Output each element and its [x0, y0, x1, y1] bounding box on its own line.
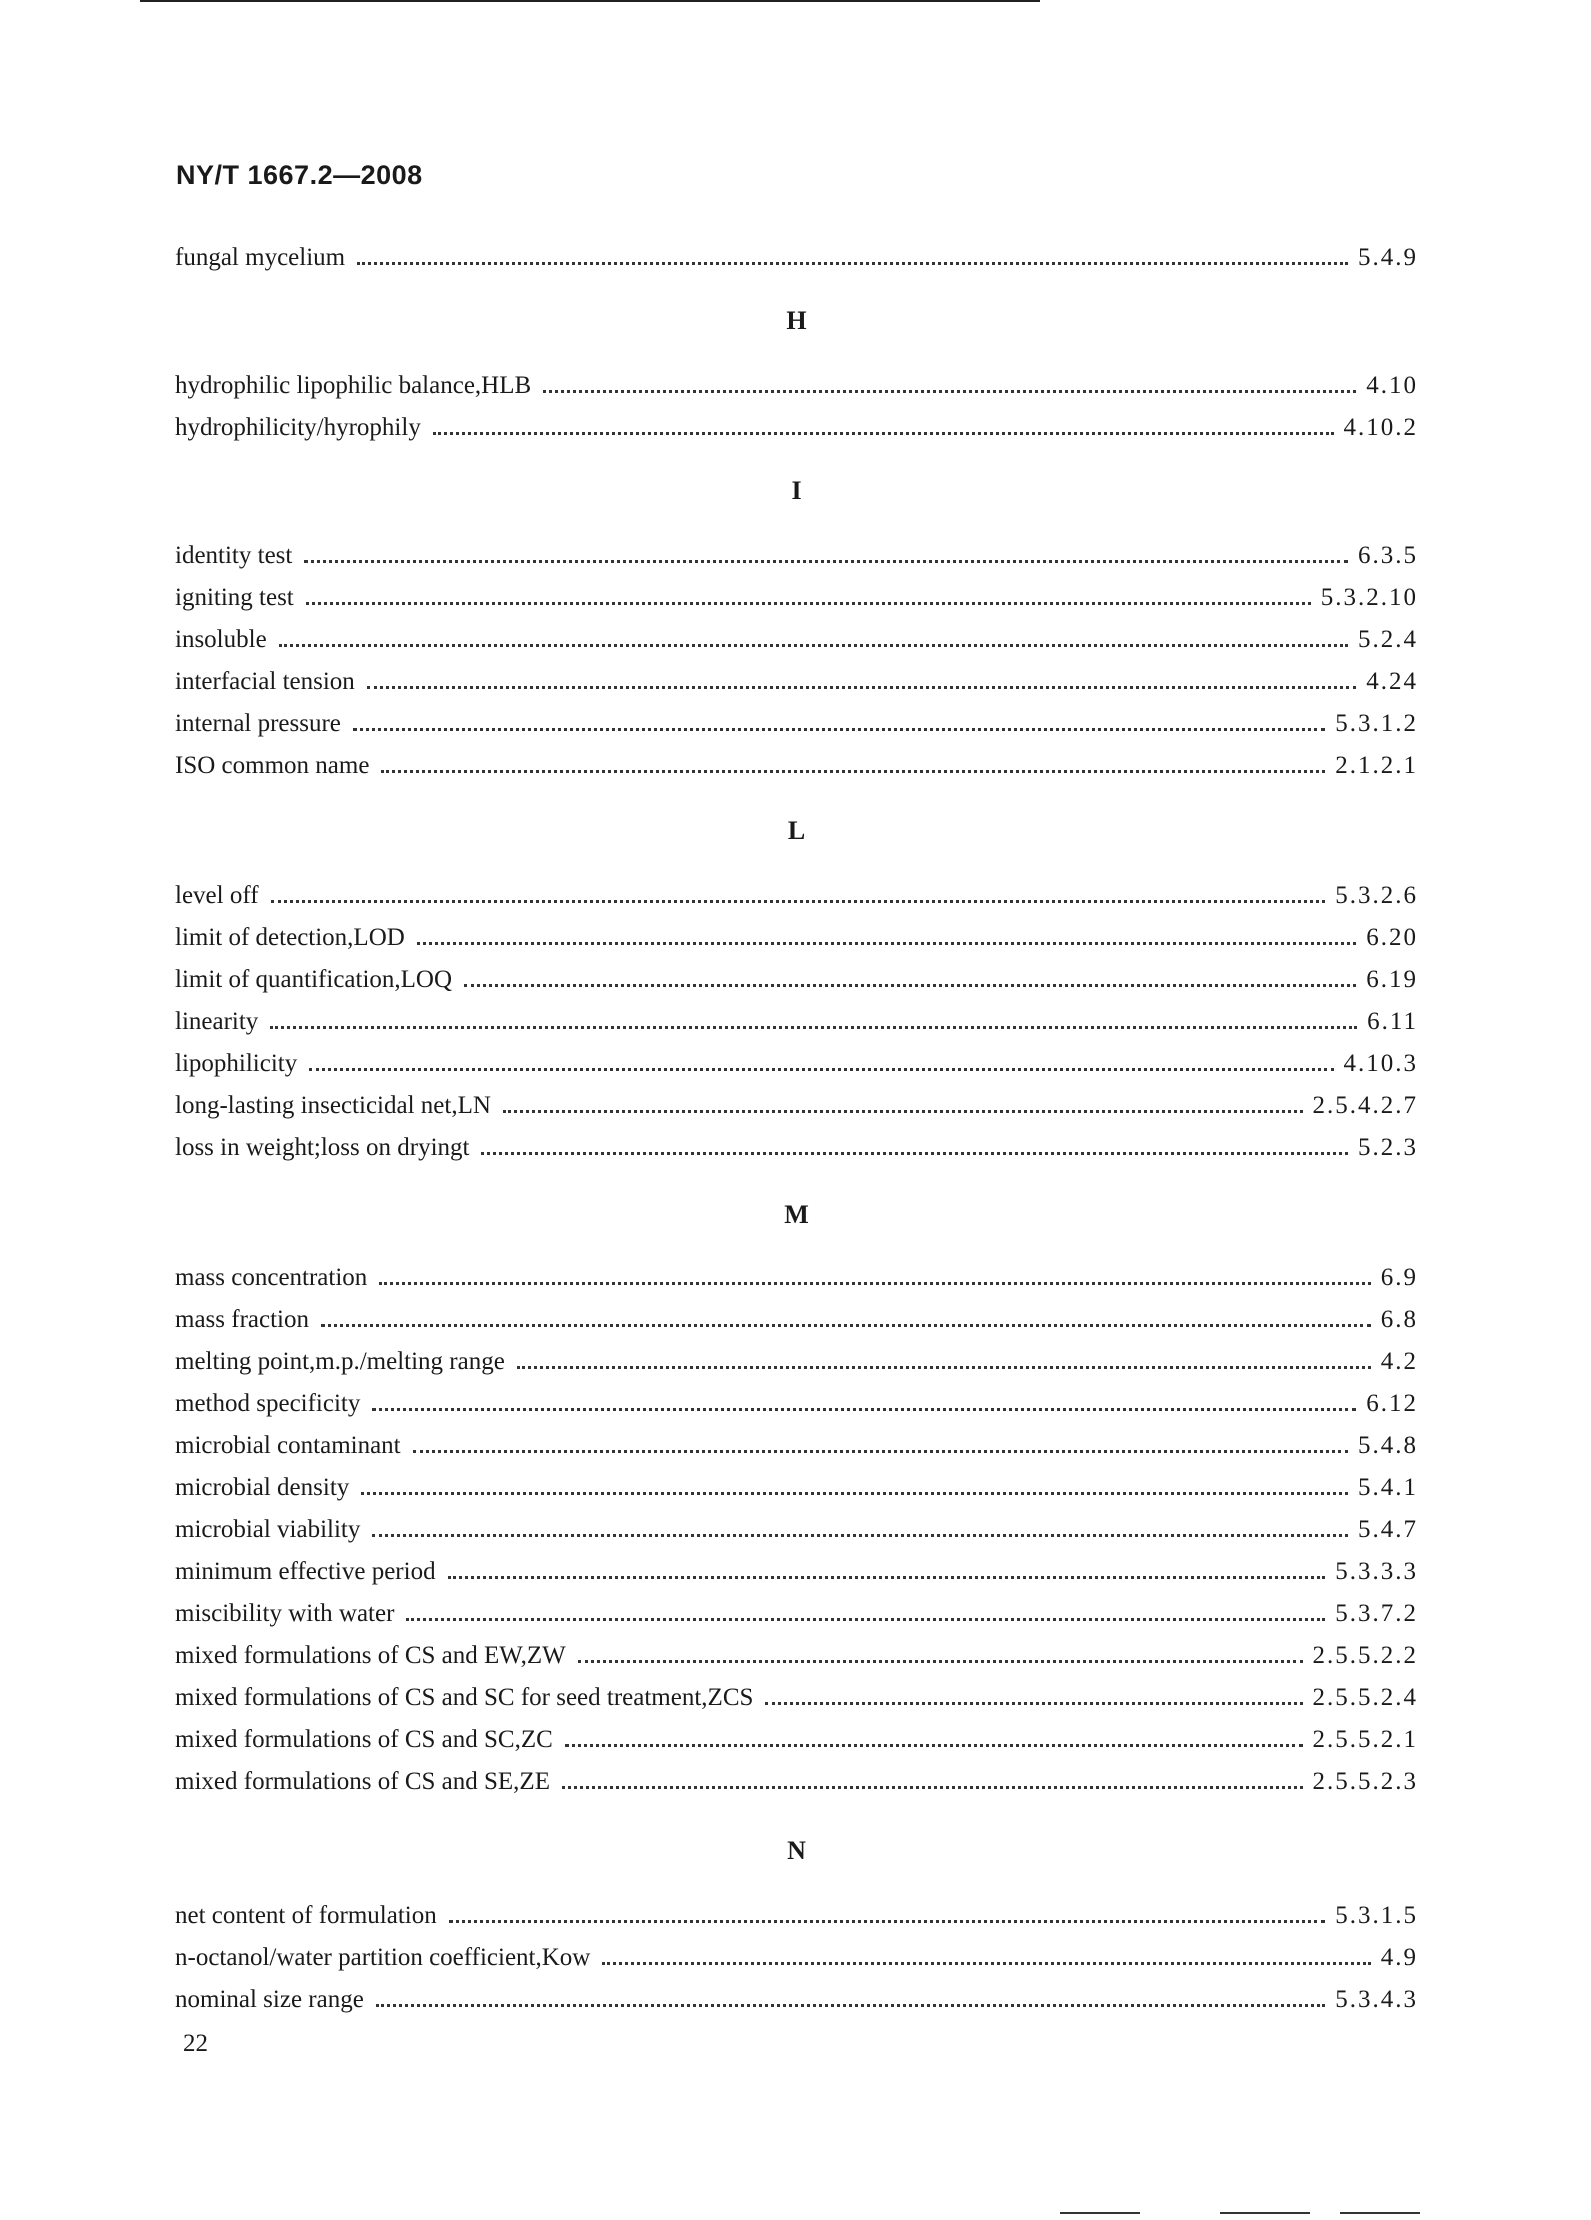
index-entry [175, 1514, 1418, 1546]
index-entry [175, 1942, 1418, 1974]
index-entry [175, 540, 1418, 572]
index-reference: 5.3.2.6 [1335, 882, 1418, 909]
top-edge-rule [140, 0, 1040, 2]
index-term: n-octanol/water partition coefficient,Kow [175, 1944, 591, 1971]
index-entry [175, 964, 1418, 996]
dot-leader [381, 770, 1325, 773]
index-entry [175, 1640, 1418, 1672]
section-letter-i: I [791, 476, 802, 505]
index-reference: 4.10.2 [1343, 414, 1418, 441]
index-entry [175, 412, 1418, 444]
index-term: mixed formulations of CS and SC for seed treatment,ZCS [175, 1684, 754, 1711]
index-reference: 2.5.4.2.7 [1312, 1092, 1418, 1119]
dot-leader [271, 900, 1326, 903]
index-term: minimum effective period [175, 1558, 436, 1585]
index-term: limit of quantification,LOQ [175, 966, 453, 993]
index-term: mixed formulations of CS and SC,ZC [175, 1726, 553, 1753]
index-reference: 4.2 [1380, 1348, 1418, 1375]
dot-leader [304, 560, 1348, 563]
index-entry [175, 750, 1418, 782]
index-term: ISO common name [175, 752, 370, 779]
index-entry [175, 582, 1418, 614]
index-entry [175, 1472, 1418, 1504]
index-reference: 4.9 [1380, 1944, 1418, 1971]
index-entry [175, 1388, 1418, 1420]
section-letter-n: N [787, 1836, 806, 1865]
dot-leader [602, 1962, 1370, 1965]
index-term: hydrophilicity/hyrophily [175, 414, 421, 441]
dot-leader [361, 1492, 1348, 1495]
dot-leader [321, 1324, 1371, 1327]
index-term: mixed formulations of CS and SE,ZE [175, 1768, 550, 1795]
index-reference: 5.4.9 [1358, 244, 1418, 271]
dot-leader [279, 644, 1348, 647]
index-reference: 5.4.1 [1358, 1474, 1418, 1501]
dot-leader [481, 1152, 1348, 1155]
index-reference: 6.11 [1367, 1008, 1418, 1035]
index-entry [175, 708, 1418, 740]
index-term: long-lasting insecticidal net,LN [175, 1092, 491, 1119]
dot-leader [353, 728, 1325, 731]
index-reference: 5.4.8 [1358, 1432, 1418, 1459]
index-entry [175, 880, 1418, 912]
index-term: microbial viability [175, 1516, 361, 1543]
index-reference: 2.5.5.2.2 [1312, 1642, 1418, 1669]
dot-leader [376, 2004, 1325, 2007]
dot-leader [372, 1408, 1356, 1411]
index-reference: 5.4.7 [1358, 1516, 1418, 1543]
index-term: net content of formulation [175, 1902, 437, 1929]
dot-leader [309, 1068, 1333, 1071]
dot-leader [578, 1660, 1303, 1663]
index-reference: 2.5.5.2.1 [1312, 1726, 1418, 1753]
index-entry [175, 666, 1418, 698]
index-reference: 4.10 [1366, 372, 1418, 399]
section-letter-l: L [787, 816, 806, 845]
index-term: linearity [175, 1008, 259, 1035]
index-reference: 5.3.3.3 [1335, 1558, 1418, 1585]
dot-leader [565, 1744, 1303, 1747]
index-term: identity test [175, 542, 293, 569]
index-entry [175, 1090, 1418, 1122]
dot-leader [517, 1366, 1371, 1369]
index-term: fungal mycelium [175, 244, 346, 271]
index-reference: 6.12 [1366, 1390, 1418, 1417]
index-reference: 4.10.3 [1343, 1050, 1418, 1077]
dot-leader [379, 1282, 1370, 1285]
index-entry [175, 1598, 1418, 1630]
index-reference: 6.9 [1380, 1264, 1418, 1291]
dot-leader [357, 262, 1348, 265]
index-term: loss in weight;loss on dryingt [175, 1134, 470, 1161]
bottom-edge-rule [1340, 2212, 1420, 2214]
index-entry [175, 1048, 1418, 1080]
dot-leader [448, 1576, 1326, 1579]
dot-leader [464, 984, 1356, 987]
section-letter-m: M [784, 1200, 809, 1229]
index-reference: 4.24 [1366, 668, 1418, 695]
index-term: melting point,m.p./melting range [175, 1348, 505, 1375]
index-reference: 2.5.5.2.3 [1312, 1768, 1418, 1795]
index-reference: 5.2.4 [1358, 626, 1418, 653]
index-reference: 6.19 [1366, 966, 1418, 993]
index-entry [175, 1346, 1418, 1378]
index-term: insoluble [175, 626, 267, 653]
dot-leader [367, 686, 1356, 689]
index-term: limit of detection,LOD [175, 924, 405, 951]
index-term: method specificity [175, 1390, 361, 1417]
index-term: internal pressure [175, 710, 341, 737]
index-term: mixed formulations of CS and EW,ZW [175, 1642, 566, 1669]
index-term: nominal size range [175, 1986, 364, 2013]
page-number: 22 [183, 2030, 208, 2057]
index-reference: 2.1.2.1 [1335, 752, 1418, 779]
index-entry [175, 1766, 1418, 1798]
index-entry [175, 1682, 1418, 1714]
index-entry [175, 1430, 1418, 1462]
dot-leader [543, 390, 1356, 393]
index-entry [175, 370, 1418, 402]
index-term: lipophilicity [175, 1050, 298, 1077]
section-letter-h: H [786, 306, 807, 335]
index-entry [175, 624, 1418, 656]
dot-leader [406, 1618, 1325, 1621]
index-term: microbial density [175, 1474, 350, 1501]
index-term: microbial contaminant [175, 1432, 401, 1459]
bottom-edge-rule [1220, 2212, 1310, 2214]
dot-leader [449, 1920, 1326, 1923]
index-entry [175, 242, 1418, 274]
index-term: igniting test [175, 584, 294, 611]
index-reference: 5.2.3 [1358, 1134, 1418, 1161]
index-entry [175, 1556, 1418, 1588]
dot-leader [306, 602, 1311, 605]
index-reference: 5.3.1.2 [1335, 710, 1418, 737]
index-reference: 5.3.4.3 [1335, 1986, 1418, 2013]
index-entry [175, 1006, 1418, 1038]
index-reference: 5.3.1.5 [1335, 1902, 1418, 1929]
document-code: NY/T 1667.2—2008 [176, 160, 423, 190]
index-term: mass fraction [175, 1306, 309, 1333]
dot-leader [270, 1026, 1357, 1029]
index-term: mass concentration [175, 1264, 368, 1291]
dot-leader [503, 1110, 1303, 1113]
bottom-edge-rule [1060, 2212, 1140, 2214]
index-entry [175, 1724, 1418, 1756]
index-reference: 5.3.7.2 [1335, 1600, 1418, 1627]
index-reference: 5.3.2.10 [1320, 584, 1418, 611]
dot-leader [433, 432, 1334, 435]
index-entry [175, 1262, 1418, 1294]
index-term: hydrophilic lipophilic balance,HLB [175, 372, 532, 399]
index-entry [175, 1132, 1418, 1164]
index-entry [175, 1984, 1418, 2016]
index-reference: 6.8 [1380, 1306, 1418, 1333]
dot-leader [413, 1450, 1348, 1453]
index-reference: 6.20 [1366, 924, 1418, 951]
index-entry [175, 1304, 1418, 1336]
index-reference: 6.3.5 [1358, 542, 1418, 569]
index-entry [175, 922, 1418, 954]
index-reference: 2.5.5.2.4 [1312, 1684, 1418, 1711]
dot-leader [562, 1786, 1303, 1789]
index-term: level off [175, 882, 259, 909]
dot-leader [372, 1534, 1348, 1537]
index-term: miscibility with water [175, 1600, 395, 1627]
dot-leader [417, 942, 1356, 945]
dot-leader [765, 1702, 1302, 1705]
index-term: interfacial tension [175, 668, 355, 695]
index-entry [175, 1900, 1418, 1932]
